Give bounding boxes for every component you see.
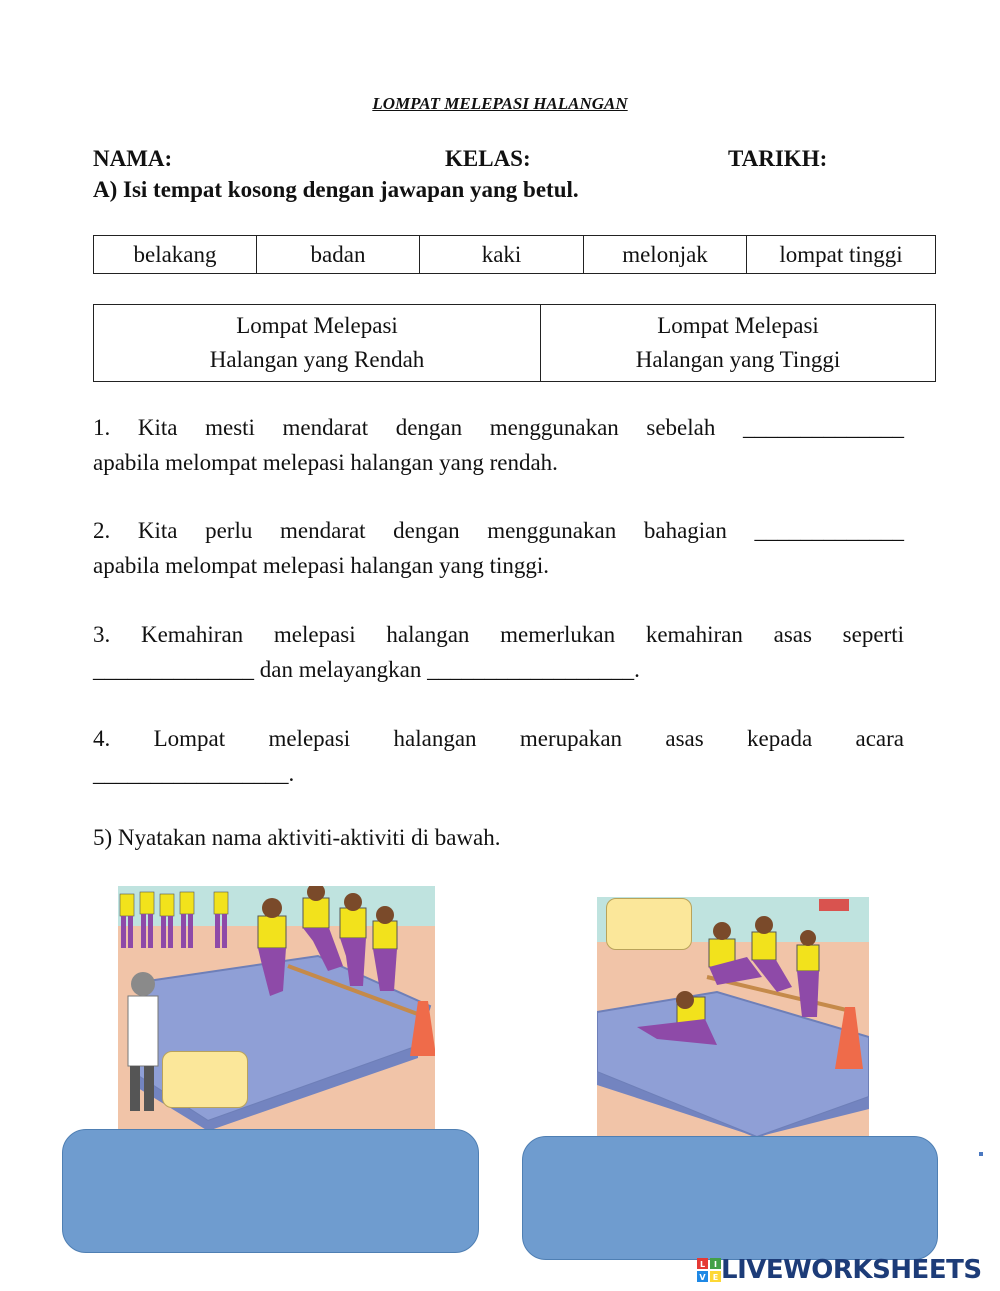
logo-letter-e: E (712, 1273, 719, 1282)
answer-box-1[interactable] (62, 1129, 479, 1253)
category-low-line1: Lompat Melepasi (236, 313, 398, 338)
question-4-line2: _________________. (93, 761, 295, 786)
question-1-line2: apabila melompat melepasi halangan yang rendah. (93, 450, 558, 475)
question-4 (93, 721, 904, 791)
question-2 (93, 513, 904, 583)
liveworksheets-logo (697, 1255, 982, 1285)
liveworksheets-icon (697, 1258, 721, 1282)
word-bank-item[interactable]: melonjak (584, 236, 747, 274)
question-2-line2: apabila melompat melepasi halangan yang tinggi. (93, 553, 550, 578)
category-table (93, 304, 936, 382)
word-bank-table (93, 235, 936, 274)
page-title: LOMPAT MELEPASI HALANGAN (372, 94, 628, 113)
category-high-cell[interactable] (541, 305, 936, 382)
logo-letter-i: I (714, 1260, 717, 1269)
stray-dot (979, 1152, 983, 1156)
question-4-line1: 4. Lompat melepasi halangan merupakan asas kepada acara (93, 726, 904, 751)
category-high-line1: Lompat Melepasi (657, 313, 819, 338)
class-label: KELAS: (445, 146, 531, 171)
word-bank-item[interactable]: belakang (94, 236, 257, 274)
category-low-line2: Halangan yang Rendah (209, 347, 425, 372)
question-3 (93, 617, 904, 687)
question-5: 5) Nyatakan nama aktiviti-aktiviti di bawah. (93, 825, 501, 850)
answer-box-2[interactable] (522, 1136, 938, 1260)
note-box-high[interactable] (606, 898, 692, 950)
category-high-line2: Halangan yang Tinggi (635, 347, 841, 372)
date-label: TARIKH: (728, 146, 828, 171)
word-bank-item[interactable]: badan (257, 236, 420, 274)
word-bank-item[interactable]: kaki (420, 236, 584, 274)
category-low-cell[interactable] (94, 305, 541, 382)
logo-text: LIVEWORKSHEETS (721, 1255, 982, 1285)
instruction: A) Isi tempat kosong dengan jawapan yang betul. (93, 177, 579, 202)
question-1 (93, 410, 904, 480)
question-3-line2: ______________ dan melayangkan __________________. (93, 657, 640, 682)
name-label: NAMA: (93, 146, 173, 171)
question-1-line1: 1. Kita mesti mendarat dengan menggunakan sebelah ______________ (93, 415, 904, 440)
word-bank-item[interactable]: lompat tinggi (747, 236, 936, 274)
question-3-line1: 3. Kemahiran melepasi halangan memerlukan kemahiran asas seperti (93, 622, 904, 647)
question-2-line1: 2. Kita perlu mendarat dengan menggunakan bahagian _____________ (93, 518, 904, 543)
note-box-low[interactable] (162, 1051, 248, 1108)
logo-letter-l: L (699, 1260, 706, 1269)
logo-letter-v: V (699, 1273, 706, 1282)
